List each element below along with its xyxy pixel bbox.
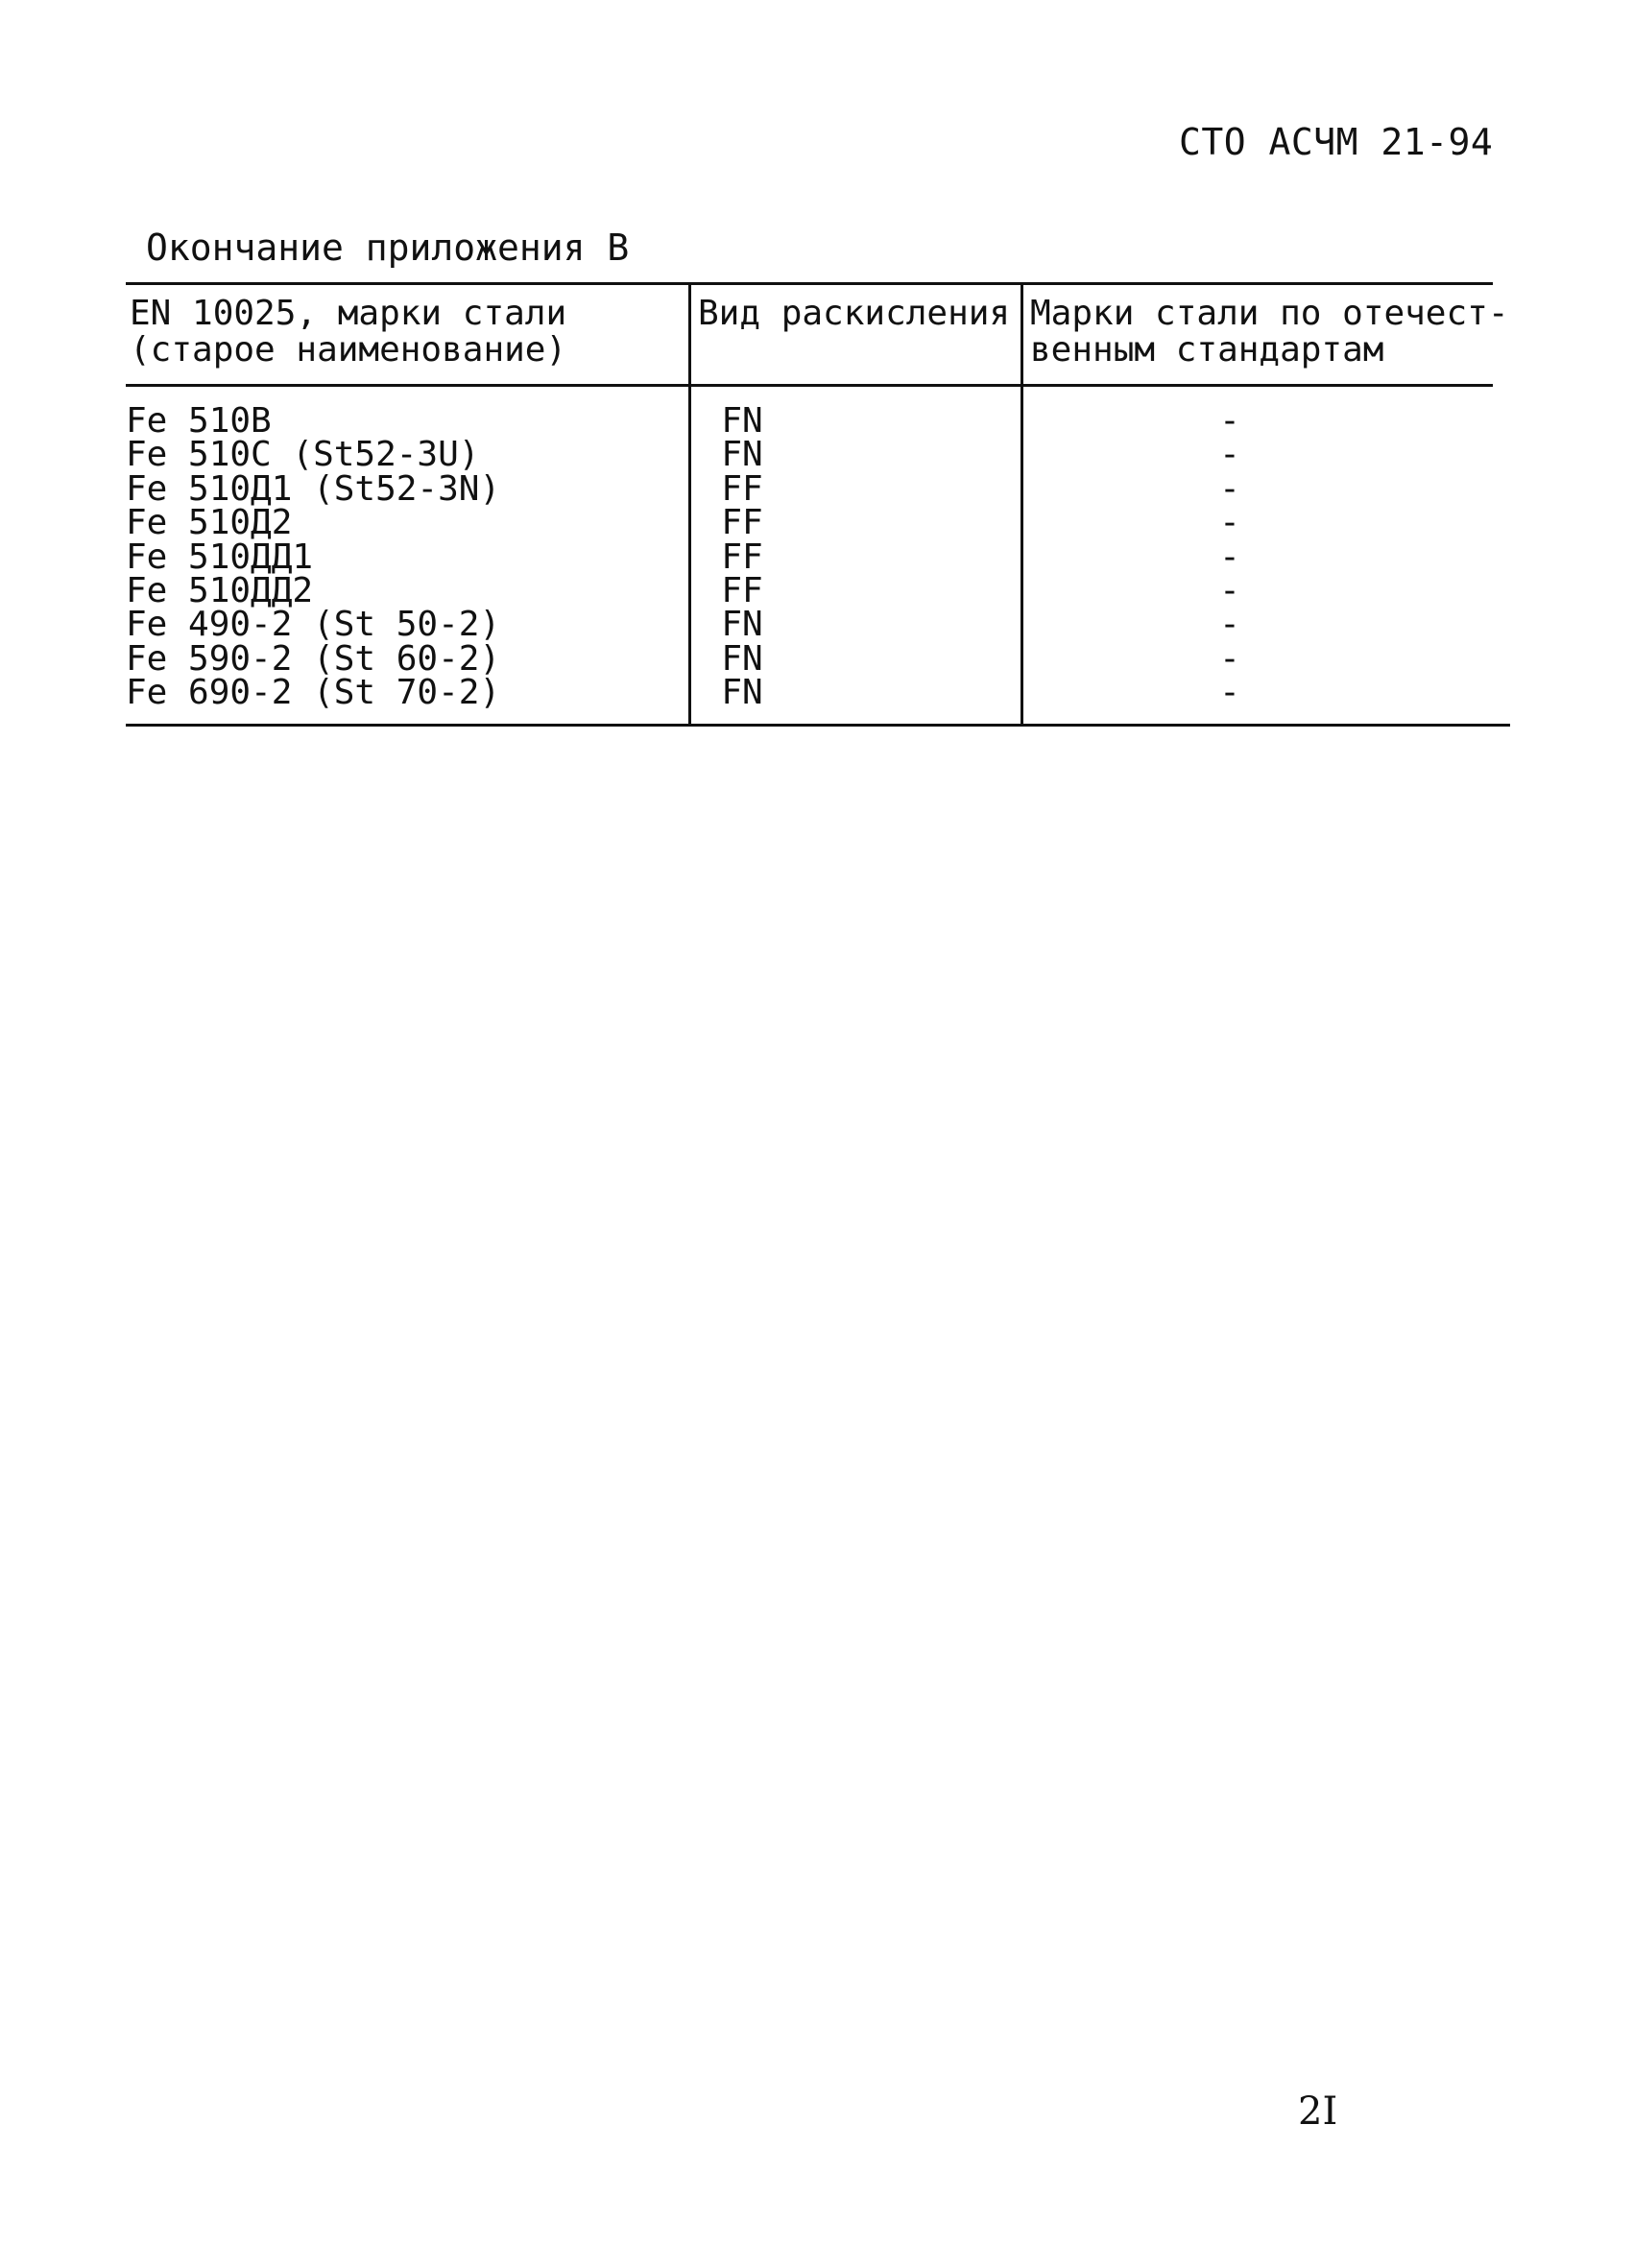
table-cell: - bbox=[1219, 570, 1240, 610]
table-cell: - bbox=[1219, 638, 1240, 679]
steel-grades-table bbox=[126, 278, 1510, 729]
table-cell: - bbox=[1219, 503, 1240, 543]
table-cell: Fe 510C (St52-3U) bbox=[126, 435, 480, 475]
header-steel-grade: EN 10025, марки стали (старое наименование) bbox=[130, 294, 567, 370]
table-cell: FN bbox=[721, 638, 763, 679]
table-top-rule bbox=[126, 282, 1493, 285]
table-cell: Fe 510ДД2 bbox=[126, 570, 314, 610]
table-cell: Fe 510Д2 bbox=[126, 503, 293, 543]
table-cell: Fe 510B bbox=[126, 401, 272, 441]
table-cell: FF bbox=[721, 503, 763, 543]
column-divider-1 bbox=[688, 282, 691, 726]
table-cell: - bbox=[1219, 673, 1240, 713]
table-bottom-rule bbox=[126, 724, 1510, 727]
header-deoxidation: Вид раскисления bbox=[698, 294, 1011, 333]
header-domestic-grades: Марки стали по отечест- венным стандартам bbox=[1030, 294, 1509, 370]
document-code: СТО АСЧМ 21-94 bbox=[1179, 121, 1494, 163]
table-cell: Fe 490-2 (St 50-2) bbox=[126, 605, 501, 645]
table-cell: FF bbox=[721, 570, 763, 610]
table-cell: FN bbox=[721, 673, 763, 713]
table-cell: FN bbox=[721, 401, 763, 441]
table-cell: FF bbox=[721, 468, 763, 509]
table-cell: Fe 510ДД1 bbox=[126, 537, 314, 577]
table-cell: - bbox=[1219, 605, 1240, 645]
table-cell: Fe 590-2 (St 60-2) bbox=[126, 638, 501, 679]
table-cell: - bbox=[1219, 401, 1240, 441]
table-cell: FN bbox=[721, 435, 763, 475]
table-cell: Fe 690-2 (St 70-2) bbox=[126, 673, 501, 713]
column-deoxidation bbox=[694, 401, 790, 713]
column-steel-grades bbox=[126, 401, 501, 713]
table-cell: - bbox=[1219, 468, 1240, 509]
table-header-rule bbox=[126, 384, 1493, 387]
table-cell: FF bbox=[721, 537, 763, 577]
table-cell: - bbox=[1219, 435, 1240, 475]
column-domestic-grades bbox=[1191, 401, 1268, 713]
table-cell: FN bbox=[721, 605, 763, 645]
column-divider-2 bbox=[1021, 282, 1023, 726]
table-cell: Fe 510Д1 (St52-3N) bbox=[126, 468, 501, 509]
page-number: 2I bbox=[1298, 2089, 1338, 2134]
table-caption: Окончание приложения В bbox=[146, 227, 630, 269]
table-cell: - bbox=[1219, 537, 1240, 577]
